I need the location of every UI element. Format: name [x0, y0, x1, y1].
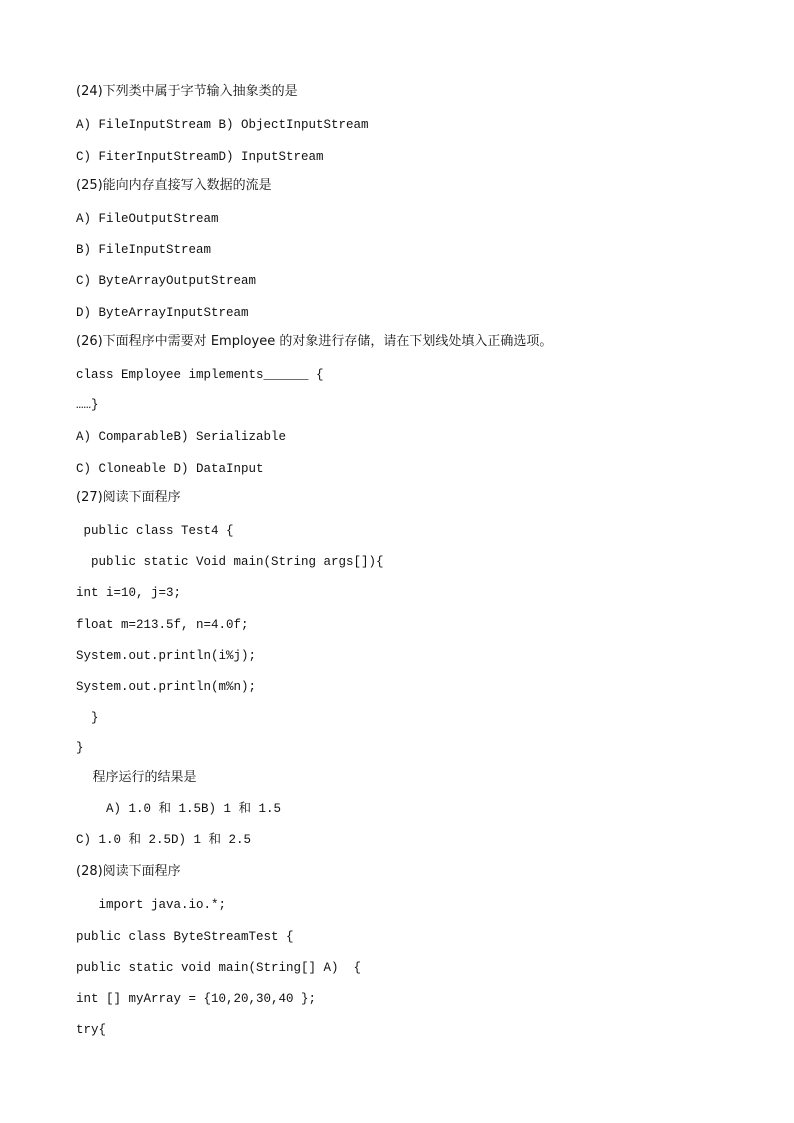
- q24-options-ab: A) FileInputStream B) ObjectInputStream: [76, 118, 369, 132]
- q28-code-line-1: import java.io.*;: [76, 898, 227, 912]
- q25-option-c: C) ByteArrayOutputStream: [76, 274, 257, 288]
- q27-question: 程序运行的结果是: [76, 770, 197, 785]
- q24-title: (24)下列类中属于字节输入抽象类的是: [76, 84, 298, 99]
- q27-code-line-2: public static Void main(String args[]){: [76, 555, 384, 569]
- q27-title: (27)阅读下面程序: [76, 490, 181, 505]
- q28-code-line-2: public class ByteStreamTest {: [76, 930, 294, 944]
- q28-title: (28)阅读下面程序: [76, 864, 181, 879]
- q28-code-line-4: int [] myArray = {10,20,30,40 };: [76, 992, 317, 1006]
- q25-option-a: A) FileOutputStream: [76, 212, 219, 226]
- q24-options-cd: C) FiterInputStreamD) InputStream: [76, 150, 324, 164]
- q27-options-cd: C) 1.0 和 2.5D) 1 和 2.5: [76, 833, 252, 847]
- q25-title: (25)能向内存直接写入数据的流是: [76, 178, 272, 193]
- q27-options-ab: A) 1.0 和 1.5B) 1 和 1.5: [76, 802, 282, 816]
- q26-title: (26)下面程序中需要对 Employee 的对象进行存储，请在下划线处填入正确选项。: [76, 334, 553, 349]
- q27-code-line-7: }: [76, 711, 99, 725]
- q26-code-line-2: ……}: [76, 398, 99, 412]
- q27-code-line-4: float m=213.5f, n=4.0f;: [76, 618, 249, 632]
- q27-code-line-3: int i=10, j=3;: [76, 586, 182, 600]
- q26-options-ab: A) ComparableB) Serializable: [76, 430, 287, 444]
- q27-code-line-5: System.out.println(i%j);: [76, 649, 257, 663]
- q25-option-d: D) ByteArrayInputStream: [76, 306, 249, 320]
- q27-code-line-1: public class Test4 {: [76, 524, 234, 538]
- q25-option-b: B) FileInputStream: [76, 243, 212, 257]
- q27-code-line-6: System.out.println(m%n);: [76, 680, 257, 694]
- q28-code-line-3: public static void main(String[] A) {: [76, 961, 362, 975]
- q26-code-line-1: class Employee implements______ {: [76, 368, 324, 382]
- q28-code-line-5: try{: [76, 1023, 107, 1037]
- q27-code-line-8: }: [76, 741, 84, 755]
- q26-options-cd: C) Cloneable D) DataInput: [76, 462, 264, 476]
